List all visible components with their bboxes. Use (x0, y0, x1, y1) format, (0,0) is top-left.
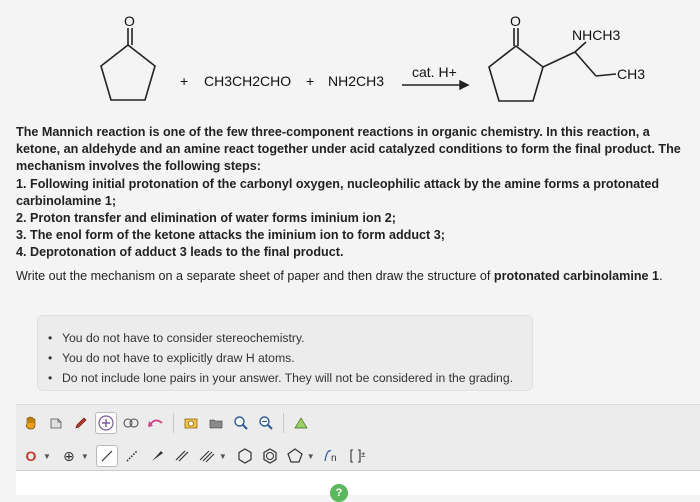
plus-sign: + (180, 73, 189, 89)
eraser-icon[interactable] (45, 412, 67, 434)
amine-reagent: NH2CH3 (328, 73, 385, 89)
notes-box (37, 315, 533, 391)
mechanism-step-3: 3. The enol form of the ketone attacks the iminium ion to form adduct 3; (16, 228, 445, 243)
note-lone-pairs: • Do not include lone pairs in your answer. They will not be considered in the grading. (62, 368, 532, 388)
chevron-down-icon[interactable]: ▼ (218, 451, 227, 461)
chevron-down-icon[interactable]: ▼ (80, 451, 89, 461)
toolbar-row-2 (20, 442, 369, 470)
aldehyde-reagent: CH3CH2CHO (204, 73, 292, 89)
clean-icon[interactable] (180, 412, 202, 434)
pentagon-icon[interactable] (284, 445, 306, 467)
hexagon-icon[interactable] (234, 445, 256, 467)
chevron-down-icon[interactable]: ▼ (306, 451, 315, 461)
notes-list (38, 316, 532, 388)
help-button[interactable]: ? (330, 484, 348, 502)
product-ch3-label: CH3 (617, 66, 646, 82)
undo-icon[interactable] (145, 412, 167, 434)
folder-icon[interactable] (205, 412, 227, 434)
note-h-atoms: • You do not have to explicitly draw H atoms. (62, 348, 532, 368)
question-intro: The Mannich reaction is one of the few three-component reactions in organic chemistry. In this reaction, a ketone, an aldehyde and an amine react together under acid catalyzed conditions to form the final product. The mechanism involves the following steps: (16, 125, 681, 174)
mechanism-step-1: 1. Following initial protonation of the carbonyl oxygen, nucleophilic attack by the amine forms a protonated carbinolamine 1; (16, 176, 660, 208)
wedge-bond-icon[interactable] (146, 445, 168, 467)
calculator-icon[interactable] (290, 412, 312, 434)
reaction-arrow (402, 81, 468, 89)
catalyst-label: cat. H+ (412, 64, 457, 80)
plus-sign: + (306, 73, 315, 89)
mechanism-step-2: 2. Proton transfer and elimination of water forms iminium ion 2; (16, 211, 396, 226)
ring-icon[interactable] (120, 412, 142, 434)
single-bond-icon[interactable] (96, 445, 118, 467)
carbonyl-oxygen-left: O (124, 13, 135, 29)
toolbar-separator (283, 413, 284, 433)
question-text (16, 124, 686, 285)
product-nhch3-label: NHCH3 (572, 27, 621, 43)
charge-icon[interactable]: ⊕ (63, 447, 75, 464)
instruction-target: protonated carbinolamine 1 (493, 268, 660, 283)
toolbar-separator (173, 413, 174, 433)
element-selector[interactable]: O (25, 448, 37, 464)
triple-bond-icon[interactable] (196, 445, 218, 467)
hand-icon[interactable] (20, 412, 42, 434)
cyclopentanone-structure (101, 28, 155, 100)
note-stereochemistry: • You do not have to consider stereochemistry. (62, 328, 532, 348)
carbonyl-oxygen-right: O (510, 13, 521, 29)
instruction (16, 268, 686, 285)
zoom-in-icon[interactable] (230, 412, 252, 434)
reaction-scheme (0, 0, 700, 118)
svg-text:±: ± (360, 450, 366, 459)
instruction-prefix: Write out the mechanism on a separate sheet of paper and then draw the structure of (16, 268, 494, 283)
drawing-canvas[interactable] (16, 470, 700, 495)
pencil-icon[interactable] (70, 412, 92, 434)
chevron-down-icon[interactable]: ▼ (43, 451, 51, 461)
toolbar-row-1 (20, 409, 312, 437)
hashed-bond-icon[interactable] (121, 445, 143, 467)
svg-text:n: n (330, 453, 337, 464)
benzene-icon[interactable] (259, 445, 281, 467)
double-bond-icon[interactable] (171, 445, 193, 467)
templates-icon[interactable] (95, 412, 117, 434)
bracket-icon[interactable] (347, 445, 369, 467)
sn-icon[interactable] (322, 445, 344, 467)
instruction-suffix: . (659, 268, 663, 283)
zoom-out-icon[interactable] (255, 412, 277, 434)
mechanism-step-4: 4. Deprotonation of adduct 3 leads to the final product. (16, 245, 344, 260)
